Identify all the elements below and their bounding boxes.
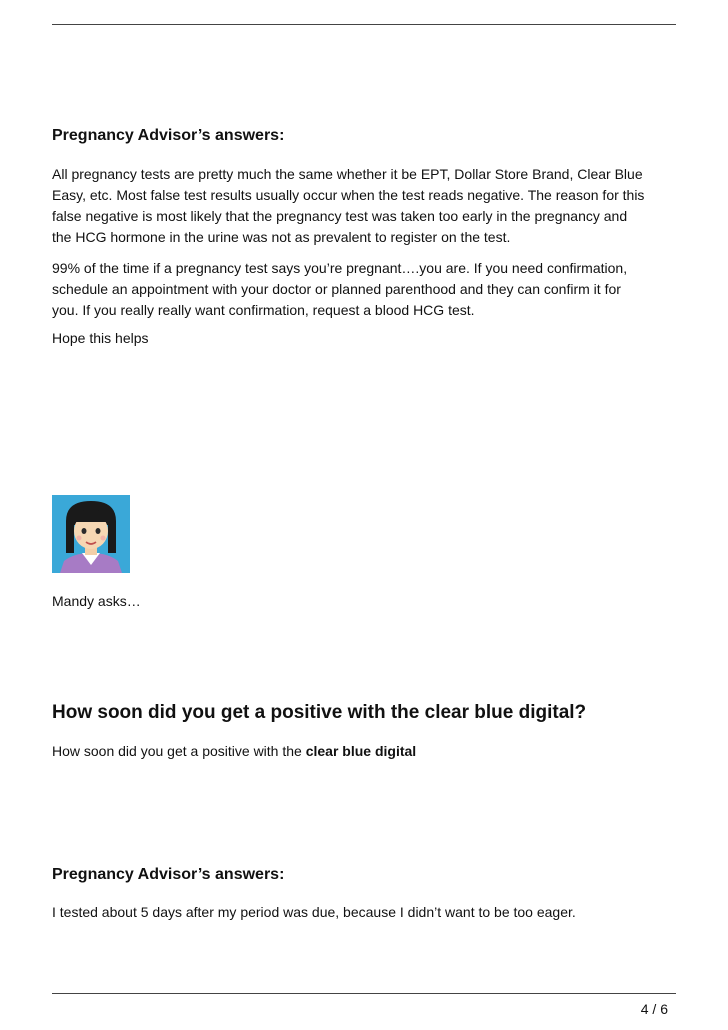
answer-text: I tested about 5 days after my period was due, because I didn’t want to be too eager.: [52, 904, 576, 920]
bottom-divider: [52, 993, 676, 994]
paragraph-line: the HCG hormone in the urine was not as prevalent to register on the test.: [52, 229, 511, 245]
question-title: How soon did you get a positive with the clear blue digital?: [52, 702, 587, 723]
answers-heading-2: Pregnancy Advisor’s answers:: [52, 866, 285, 883]
paragraph-line: you. If you really really want confirmation, request a blood HCG test.: [52, 302, 475, 318]
page-number: 4 / 6: [640, 1001, 668, 1017]
asker-label: Mandy asks…: [52, 593, 141, 609]
top-divider: [52, 24, 676, 25]
paragraph-line: Easy, etc. Most false test results usually occur when the test reads negative. The reason for this: [52, 187, 645, 203]
question-body-text: How soon did you get a positive with the: [52, 743, 306, 759]
paragraph-line: 99% of the time if a pregnancy test says you’re pregnant….you are. If you need confirmation,: [52, 260, 628, 276]
paragraph-line: false negative is most likely that the pregnancy test was taken too early in the pregnancy and: [52, 208, 628, 224]
answer-paragraph-1: [52, 164, 676, 248]
question-body: [52, 741, 676, 762]
answer-paragraph-2: [52, 258, 676, 321]
question-body-bold: clear blue digital: [305, 743, 417, 759]
closing-text: Hope this helps: [52, 330, 149, 346]
answers-heading: Pregnancy Advisor’s answers:: [52, 127, 285, 144]
cartoon-woman-avatar-icon: [52, 495, 130, 573]
paragraph-line: All pregnancy tests are pretty much the same whether it be EPT, Dollar Store Brand, Clear Blue: [52, 166, 643, 182]
paragraph-line: schedule an appointment with your doctor or planned parenthood and they can confirm it for: [52, 281, 621, 297]
